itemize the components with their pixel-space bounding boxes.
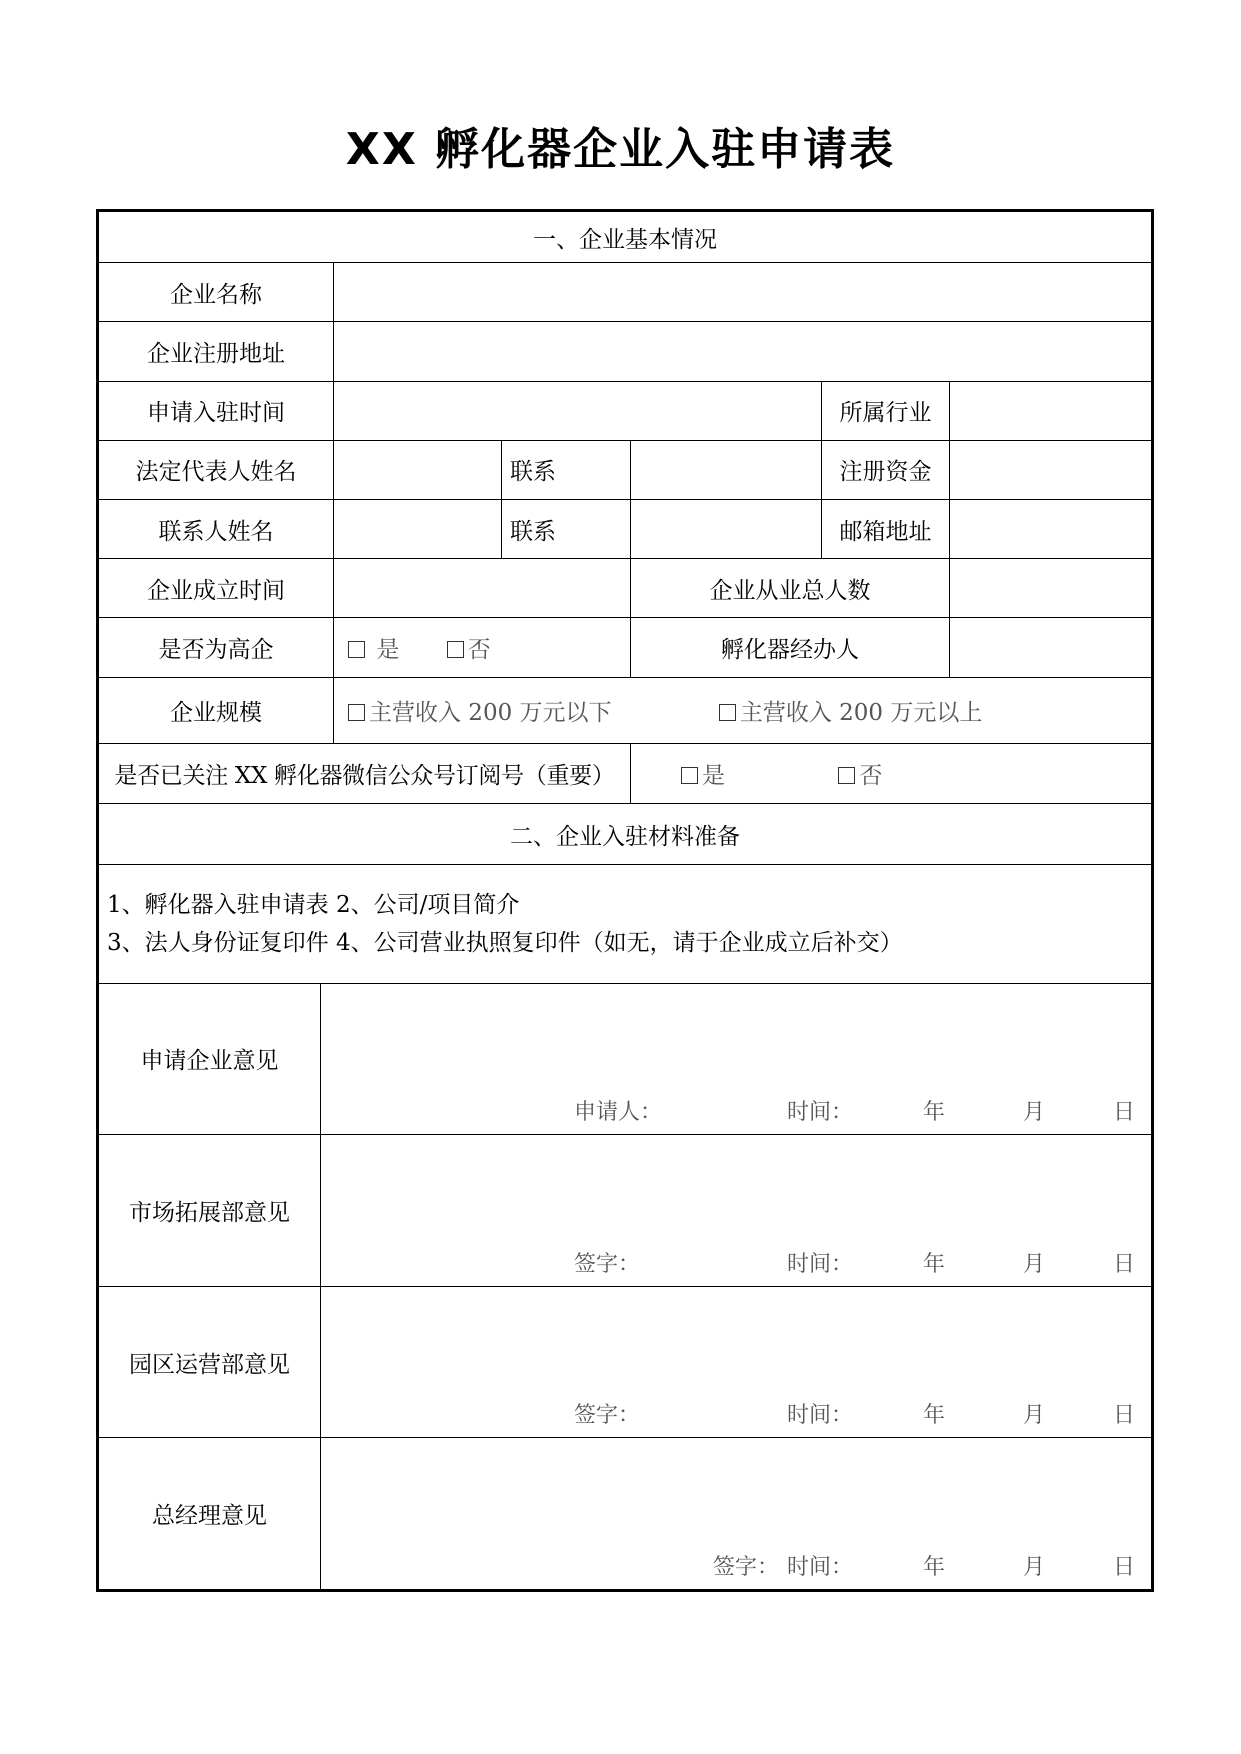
materials-line-2: 3、法人身份证复印件 4、公司营业执照复印件（如无，请于企业成立后补交）: [107, 929, 903, 956]
high-tech-options: [334, 618, 631, 677]
manager-field[interactable]: [950, 618, 1153, 677]
opinion-label: 园区运营部意见: [98, 1286, 321, 1438]
time-label: 时间：: [787, 1251, 854, 1277]
day-label: 日: [1113, 1403, 1136, 1429]
opinion-area[interactable]: [321, 1286, 1153, 1438]
employees-label: 企业从业总人数: [631, 559, 950, 618]
materials-line-1: 1、孵化器入驻申请表 2、公司/项目简介: [107, 891, 520, 918]
contact-field-1[interactable]: [631, 440, 822, 499]
wechat-no-option[interactable]: 否: [838, 757, 882, 790]
opinion-area[interactable]: [321, 1135, 1153, 1287]
high-tech-no-option[interactable]: 否: [447, 631, 491, 664]
scale-options: [334, 677, 1153, 743]
reg-capital-label: 注册资金: [822, 440, 950, 499]
contact-person-label: 联系人姓名: [98, 500, 334, 559]
signer-label: 申请人：: [574, 1100, 663, 1126]
manager-label: 孵化器经办人: [631, 618, 950, 677]
day-label: 日: [1113, 1100, 1136, 1126]
contact-label-1: 联系: [502, 440, 631, 499]
employees-field[interactable]: [950, 559, 1153, 618]
year-label: 年: [923, 1403, 946, 1429]
signer-label: 签字：: [574, 1403, 641, 1429]
month-label: 月: [1023, 1555, 1046, 1580]
scale-option-below[interactable]: 主营收入 200 万元以下: [348, 694, 612, 727]
year-label: 年: [923, 1555, 946, 1580]
scale-option-above[interactable]: 主营收入 200 万元以上: [719, 694, 983, 727]
checkbox-icon: [348, 641, 365, 658]
section2-header: 二、企业入驻材料准备: [98, 804, 1153, 865]
checkbox-icon: [681, 767, 698, 784]
reg-address-label: 企业注册地址: [98, 322, 334, 381]
founded-field[interactable]: [334, 559, 631, 618]
application-form-table: [96, 209, 1154, 1592]
year-label: 年: [923, 1251, 946, 1277]
industry-label: 所属行业: [822, 381, 950, 440]
form-title: XX 孵化器企业入驻申请表: [345, 124, 896, 175]
checkbox-icon: [719, 704, 736, 721]
signer-label: 签字：: [713, 1555, 780, 1580]
time-label: 时间：: [787, 1100, 854, 1126]
wechat-yes-option[interactable]: 是: [681, 757, 725, 790]
opinion-label: 市场拓展部意见: [98, 1135, 321, 1287]
checkbox-icon: [838, 767, 855, 784]
section1-header: 一、企业基本情况: [98, 211, 1153, 263]
checkbox-icon: [447, 641, 464, 658]
high-tech-label: 是否为高企: [98, 618, 334, 677]
checkbox-icon: [348, 704, 365, 721]
month-label: 月: [1023, 1100, 1046, 1126]
month-label: 月: [1023, 1251, 1046, 1277]
industry-field[interactable]: [950, 381, 1153, 440]
email-label: 邮箱地址: [822, 500, 950, 559]
time-label: 时间：: [787, 1555, 854, 1580]
signer-label: 签字：: [574, 1251, 641, 1277]
contact-label-2: 联系: [502, 500, 631, 559]
contact-person-field[interactable]: [334, 500, 502, 559]
time-label: 时间：: [787, 1403, 854, 1429]
founded-label: 企业成立时间: [98, 559, 334, 618]
month-label: 月: [1023, 1403, 1046, 1429]
apply-time-field[interactable]: [334, 381, 822, 440]
opinion-area[interactable]: [321, 983, 1153, 1135]
year-label: 年: [923, 1100, 946, 1126]
legal-rep-label: 法定代表人姓名: [98, 440, 334, 499]
high-tech-yes-option[interactable]: 是: [348, 631, 399, 664]
company-name-field[interactable]: [334, 263, 1153, 322]
email-field[interactable]: [950, 500, 1153, 559]
wechat-options: [631, 743, 1153, 803]
apply-time-label: 申请入驻时间: [98, 381, 334, 440]
day-label: 日: [1113, 1555, 1136, 1580]
opinion-area[interactable]: [321, 1438, 1153, 1591]
scale-label: 企业规模: [98, 677, 334, 743]
wechat-label: 是否已关注 XX 孵化器微信公众号订阅号（重要）: [98, 743, 631, 803]
opinion-label: 总经理意见: [98, 1438, 321, 1591]
day-label: 日: [1113, 1251, 1136, 1277]
legal-rep-field[interactable]: [334, 440, 502, 499]
company-name-label: 企业名称: [98, 263, 334, 322]
materials-list: [98, 865, 1153, 983]
reg-capital-field[interactable]: [950, 440, 1153, 499]
reg-address-field[interactable]: [334, 322, 1153, 381]
opinion-label: 申请企业意见: [98, 983, 321, 1135]
contact-field-2[interactable]: [631, 500, 822, 559]
